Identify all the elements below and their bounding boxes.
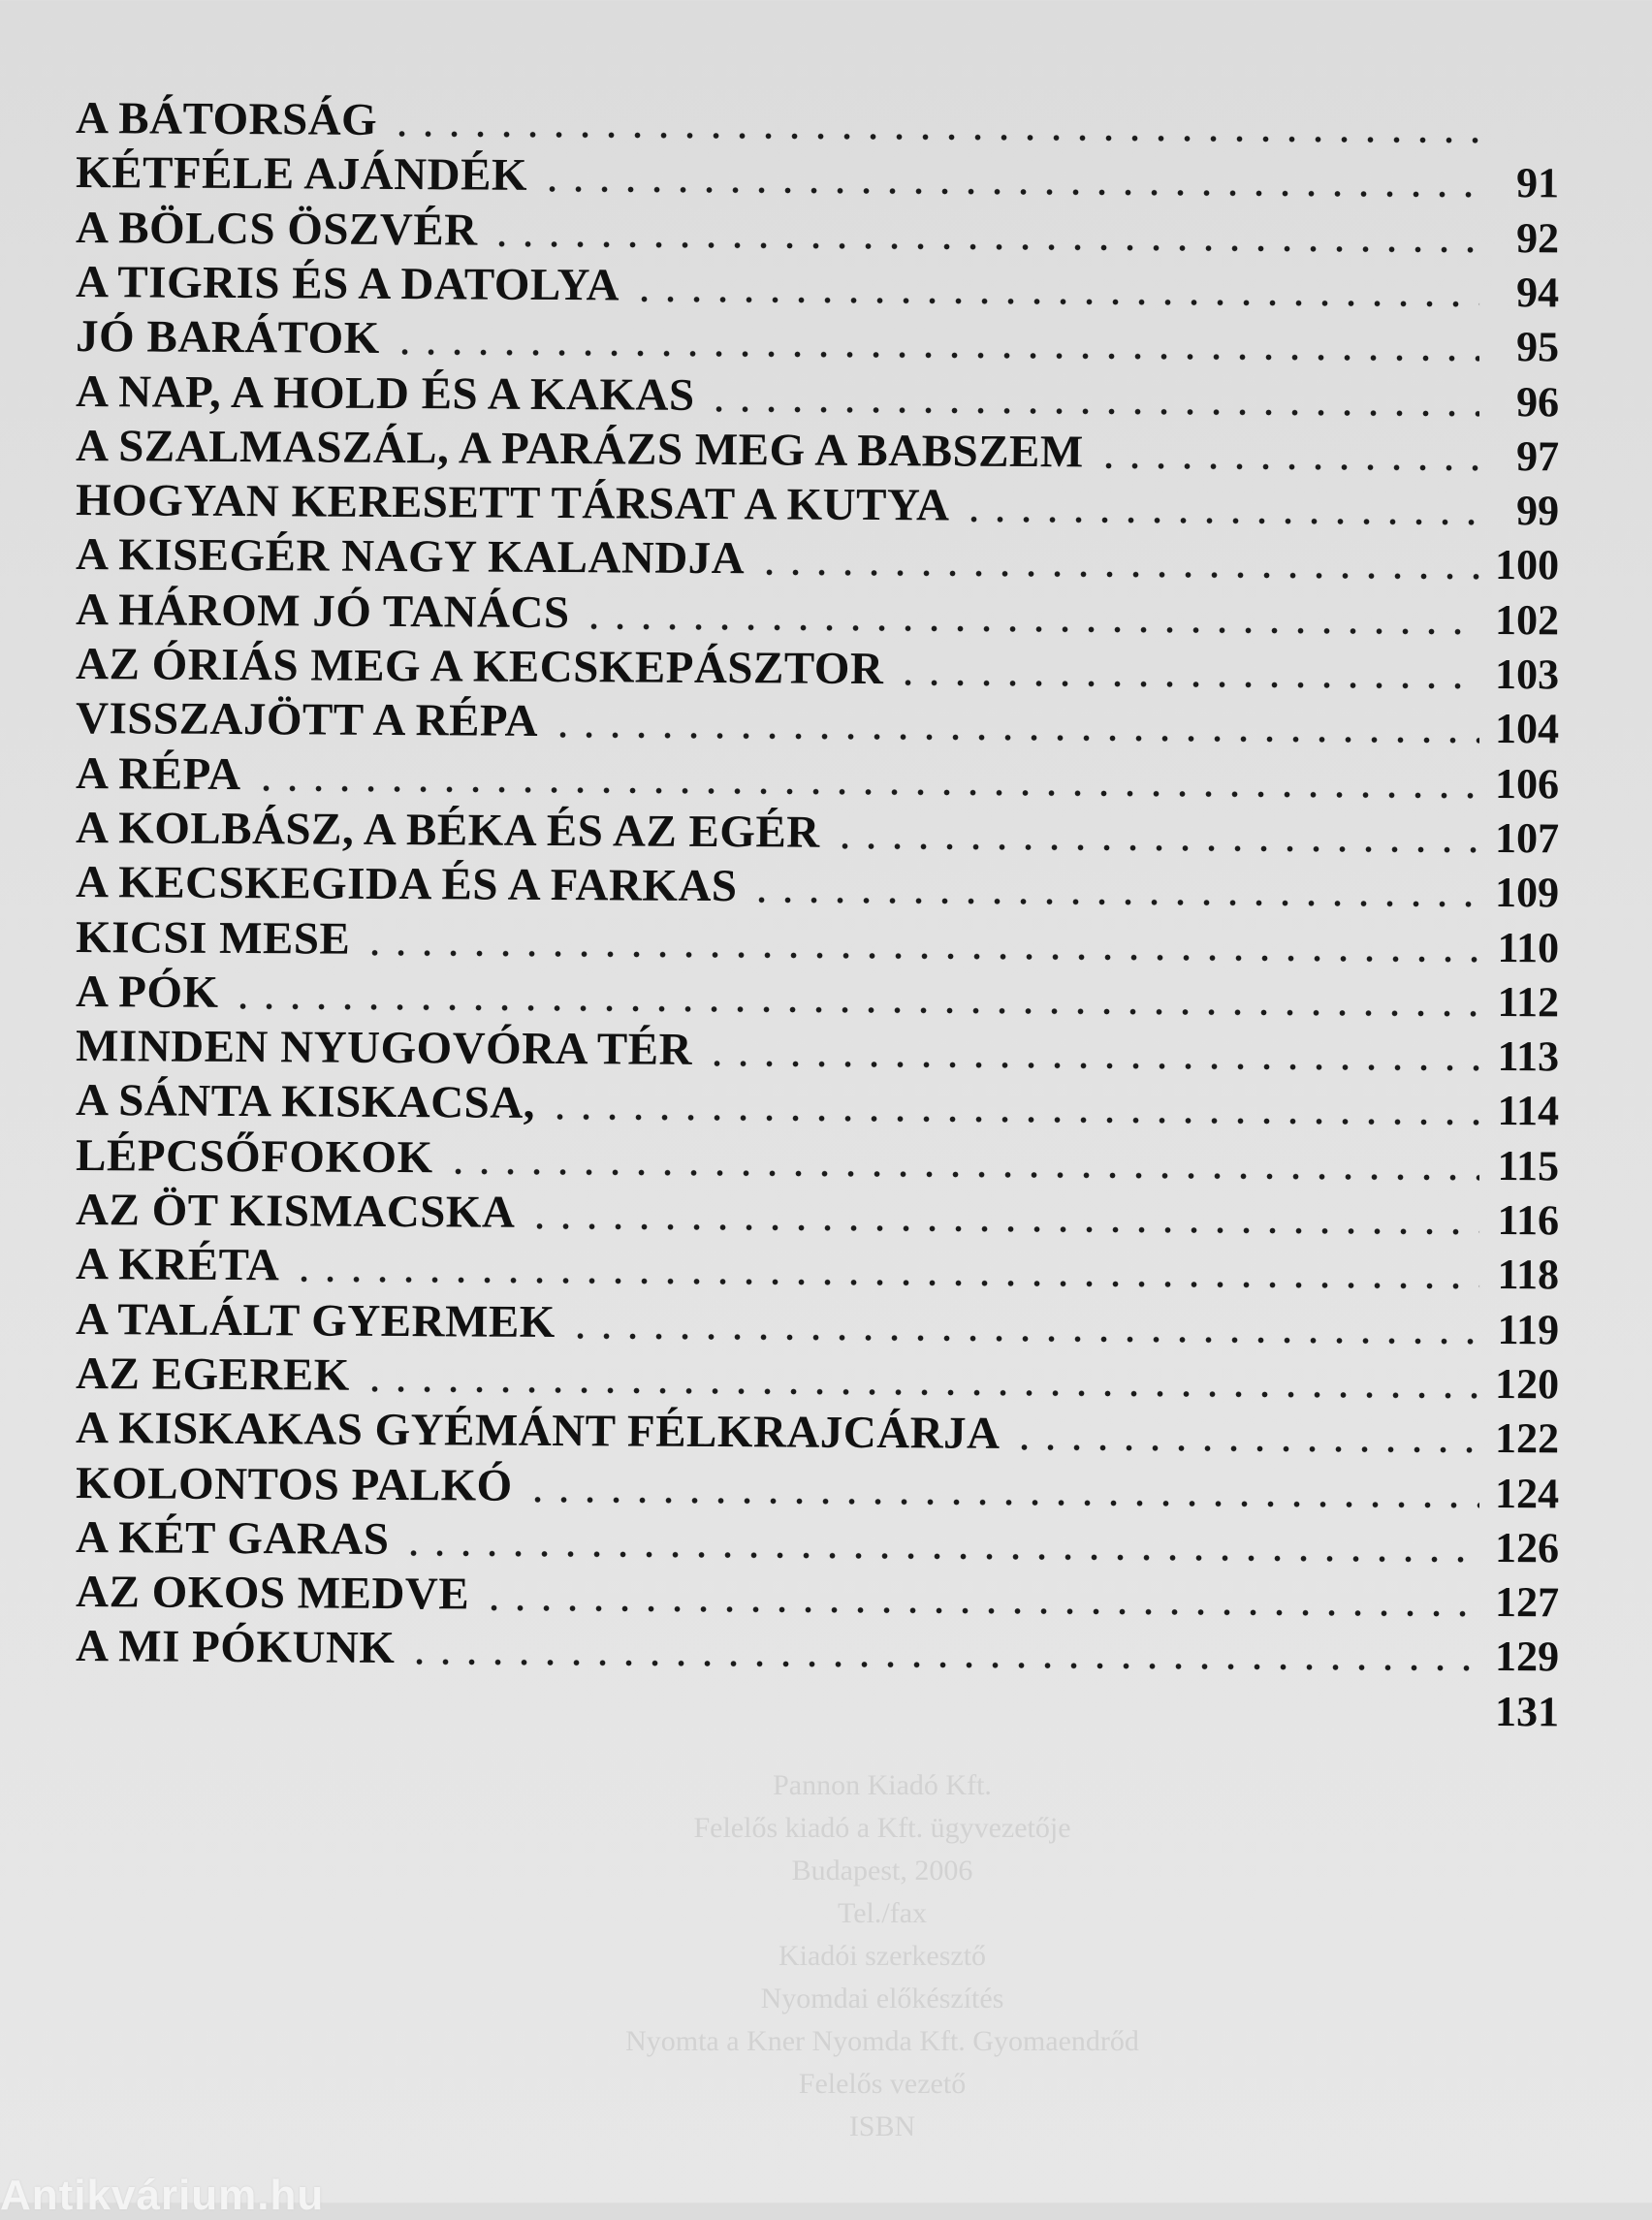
toc-entry-title: KICSI MESE (76, 915, 350, 963)
toc-entry-title: KOLONTOS PALKÓ (76, 1461, 513, 1509)
toc-entry-page-number: 97 (1489, 435, 1559, 478)
toc-entry-title: VISSZAJÖTT A RÉPA (76, 696, 538, 745)
toc-entry-page-number: 127 (1489, 1581, 1559, 1624)
watermark: Antikvárium.hu (0, 2172, 324, 2220)
toc-entry-page-number: 118 (1489, 1253, 1559, 1296)
toc-entry-page-number: 99 (1489, 490, 1559, 532)
toc-dot-leader (1096, 461, 1479, 471)
toc-entry-page-number: 126 (1489, 1527, 1559, 1570)
toc-entry-title: MINDEN NYUGOVÓRA TÉR (76, 1024, 692, 1073)
toc-entry-title: A KECSKEGIDA ÉS A FARKAS (76, 860, 738, 909)
toc-entry-page-number: 107 (1489, 817, 1559, 860)
toc-entry-title: KÉTFÉLE AJÁNDÉK (76, 150, 527, 199)
toc-entry-page-number: 92 (1489, 217, 1559, 260)
toc-entry-title: A TIGRIS ÉS A DATOLYA (76, 260, 620, 308)
toc-entry-page-number: 95 (1489, 326, 1559, 368)
toc-entry-page-number: 116 (1489, 1199, 1559, 1242)
toc-entry-title: A PÓK (76, 969, 219, 1016)
toc-entry-title: AZ EGEREK (76, 1351, 350, 1399)
toc-entry-page-number: 129 (1489, 1635, 1559, 1678)
toc-entry-page-number: 109 (1489, 872, 1559, 914)
toc-entry-title: A BÖLCS ÖSZVÉR (76, 206, 478, 254)
toc-entry-title: A KISEGÉR NAGY KALANDJA (76, 532, 745, 582)
toc-entry-page-number: 122 (1489, 1417, 1559, 1460)
toc-entry-page-number: 110 (1489, 926, 1559, 968)
colophon-line: Nyomta a Kner Nyomda Kft. Gyomaendrőd (504, 2020, 1260, 2063)
toc-entry-page-number: 115 (1489, 1145, 1559, 1188)
toc-entry-page-number: 96 (1489, 380, 1559, 423)
toc-entry-title: A SÁNTA KISKACSA, (76, 1078, 535, 1126)
toc-entry-title: JÓ BARÁTOK (76, 314, 380, 362)
toc-entry-title: A BÁTORSÁG (76, 96, 377, 143)
toc-dot-leader (1011, 1443, 1479, 1454)
colophon-line: ISBN (504, 2106, 1260, 2148)
toc-entry-page-number: 119 (1489, 1309, 1559, 1351)
toc-entry-page-number: 114 (1489, 1090, 1559, 1132)
toc-entry-title: A MI PÓKUNK (76, 1624, 396, 1671)
toc-entry-title: A KOLBÁSZ, A BÉKA ÉS AZ EGÉR (76, 806, 820, 856)
toc-entry-page-number: 103 (1489, 653, 1559, 696)
toc-entry-page-number: 131 (1489, 1691, 1559, 1733)
toc-entry-title: A SZALMASZÁL, A PARÁZS MEG A BABSZEM (76, 424, 1084, 475)
colophon-line: Budapest, 2006 (504, 1850, 1260, 1892)
toc-entry-title: A KRÉTA (76, 1242, 280, 1288)
toc-entry-page-number: 124 (1489, 1472, 1559, 1514)
toc-entry-page-number: 104 (1489, 708, 1559, 750)
toc-entry-title: A TALÁLT GYERMEK (76, 1297, 556, 1346)
colophon-line: Felelős vezető (504, 2063, 1260, 2106)
toc-entry-title: AZ OKOS MEDVE (76, 1570, 469, 1617)
toc-entry-page-number: 106 (1489, 763, 1559, 806)
toc-entry-title: A HÁROM JÓ TANÁCS (76, 587, 570, 636)
colophon-line: Nyomdai előkészítés (504, 1978, 1260, 2020)
toc-entry-title: AZ ÓRIÁS MEG A KECSKEPÁSZTOR (76, 642, 883, 692)
toc-entry-title: HOGYAN KERESETT TÁRSAT A KUTYA (76, 478, 950, 529)
toc-entry-page-number: 91 (1489, 162, 1559, 205)
toc-entry-page-number: 120 (1489, 1363, 1559, 1406)
toc-entry-page-number: 102 (1489, 599, 1559, 642)
toc-entry-title: A NAP, A HOLD ÉS A KAKAS (76, 369, 695, 419)
toc-entry-title: A KISKAKAS GYÉMÁNT FÉLKRAJCÁRJA (76, 1406, 1001, 1457)
toc-entry (76, 1666, 1559, 1733)
toc-entry-title: AZ ÖT KISMACSKA (76, 1188, 516, 1236)
toc-entry-page-number: 94 (1489, 271, 1559, 314)
toc-entry-page-number: 112 (1489, 981, 1559, 1024)
toc-entry-title: A KÉT GARAS (76, 1515, 390, 1563)
colophon-bleed-through (504, 1764, 1260, 2148)
colophon-line: Felelős kiadó a Kft. ügyvezetője (504, 1807, 1260, 1850)
toc-entry-title: A RÉPA (76, 751, 241, 798)
toc-entry-title (76, 1725, 1489, 1733)
toc-entry-page-number: 113 (1489, 1035, 1559, 1078)
colophon-line: Pannon Kiadó Kft. (504, 1764, 1260, 1807)
colophon-line: Tel./fax (504, 1892, 1260, 1935)
toc-entry-page-number: 100 (1489, 544, 1559, 587)
toc-entry-title: LÉPCSŐFOKOK (76, 1133, 433, 1181)
colophon-line: Kiadói szerkesztő (504, 1935, 1260, 1978)
